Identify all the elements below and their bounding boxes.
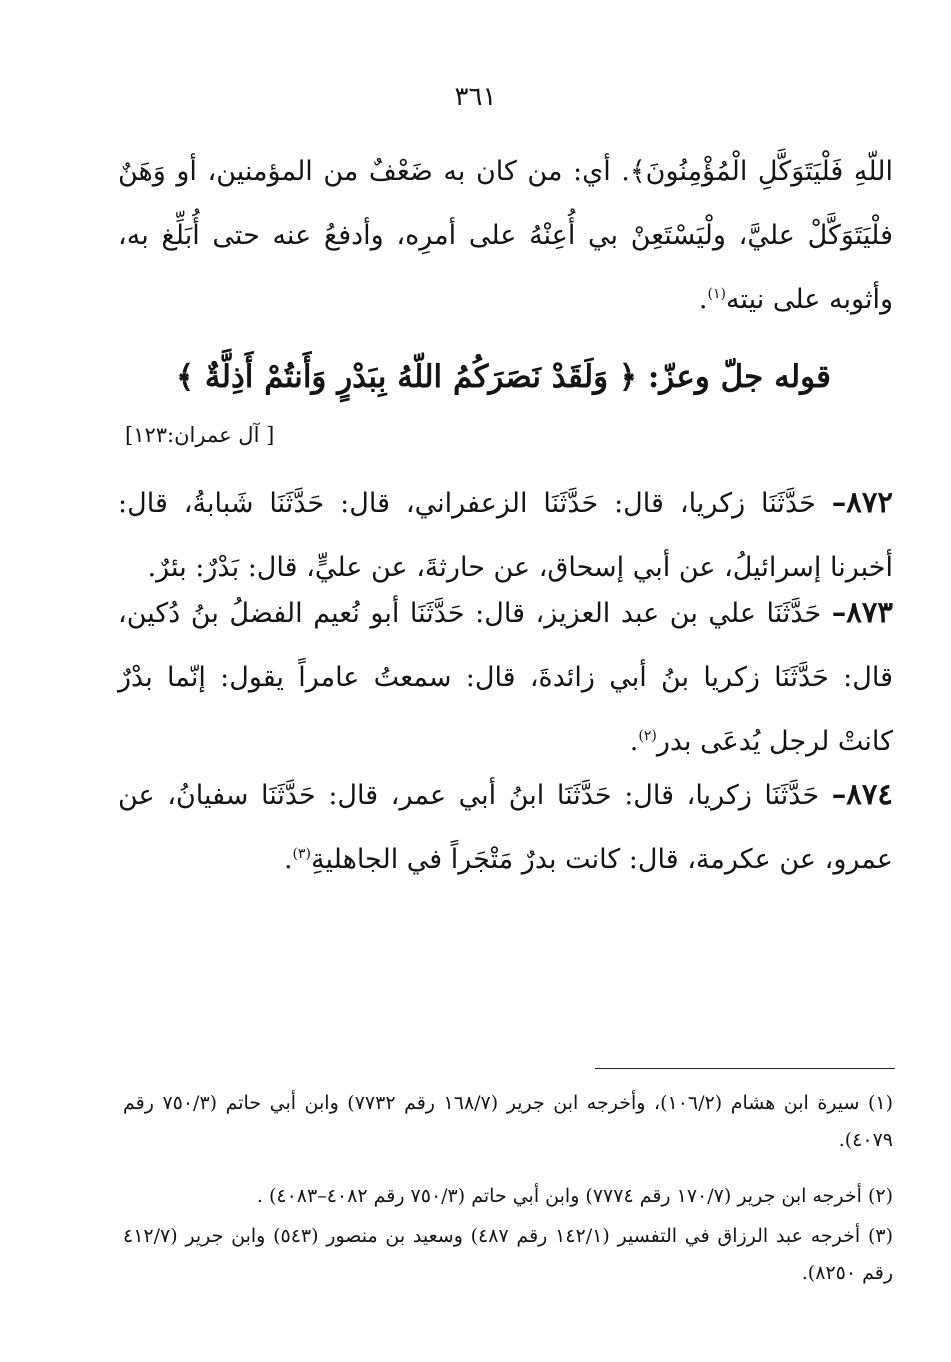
intro-paragraph — [118, 140, 893, 332]
intro-line-2: فلْيَتَوَكَّلْ عليَّ، ولْيَسْتَعِنْ بي أُعِنْهُ على أمرِه، وأدفعُ عنه حتى أُبَلِّغ به، وأثوبه — [118, 220, 893, 315]
verse-reference: [ آل عمران:١٢٣] — [125, 423, 275, 447]
footnote-2 — [123, 1178, 893, 1215]
footnote-text: سيرة ابن هشام (١٠٦/٢)، وأخرجه ابن جرير (١٦٨/٧ رقم ٧٧٣٢) وابن أبي حاتم (٧٥٠/٣ رقم ٤٠٧٩). — [123, 1092, 893, 1151]
footnote-marker: (١) — [867, 1092, 894, 1114]
hadith-text: حَدَّثَنَا زكريا، قال: حَدَّثَنَا ابنُ أبي عمر، قال: حَدَّثَنَا سفيانُ، عن عمرو، عن عكرمة، قال: كانت بدرٌ مَتْجَراً في الجاهليةِ — [118, 780, 893, 875]
page-number: ٣٦١ — [454, 82, 497, 112]
footnote-ref-1[interactable]: (١) — [707, 286, 726, 302]
hadith-number: ٨٧٤– — [831, 777, 893, 811]
hadith-number: ٨٧٣– — [831, 595, 893, 629]
hadith-end: . — [629, 726, 639, 757]
footnote-marker: (٣) — [867, 1225, 893, 1247]
hadith-text: حَدَّثَنَا علي بن عبد العزيز، قال: حَدَّثَنَا أبو نُعيم الفضلُ بنُ دُكين، قال: حَدَّثَنَا زكريا بنُ أبي زائدةَ، قال: سمعتُ عامراً يقول: إنّما بدْرٌ كانتْ لرجل يُدعَى بدر — [118, 598, 893, 757]
hadith-874 — [118, 762, 893, 892]
intro-line-1: اللّهِ فَلْيَتَوَكَّلِ الْمُؤْمِنُونَ﴾. أي: من كان به ضَعْفٌ من المؤمنين، أو وَهَنٌ — [118, 156, 893, 187]
footnote-marker: (٢) — [867, 1185, 893, 1207]
intro-line-3-end: . — [698, 284, 708, 315]
intro-line-3: على نيته — [725, 284, 821, 315]
hadith-873 — [118, 580, 893, 774]
footnote-divider — [595, 1068, 895, 1069]
footnote-1 — [123, 1085, 893, 1159]
footnote-text: أخرجه ابن جرير (١٧٠/٧ رقم ٧٧٧٤) وابن أبي حاتم (٧٥٠/٣ رقم ٤٠٨٢–٤٠٨٣) . — [256, 1185, 862, 1207]
verse-heading: قوله جلّ وعزّ: ﴿ وَلَقَدْ نَصَرَكُمُ اللّهُ بِبَدْرٍ وَأَنتُمْ أَذِلَّةٌ ﴾ — [175, 359, 831, 395]
footnote-3 — [123, 1218, 893, 1292]
hadith-end: . — [283, 844, 293, 875]
hadith-number: ٨٧٢– — [831, 485, 893, 519]
hadith-text: حَدَّثَنَا زكريا، قال: حَدَّثَنَا الزعفراني، قال: حَدَّثَنَا شَبابةُ، قال: أخبرنا إسرائيلُ، عن أبي إسحاق، عن حارثةَ، عن عليٍّ، قال: بَدْرٌ: بئرٌ. — [118, 488, 893, 583]
footnote-text: أخرجه عبد الرزاق في التفسير (١٤٢/١ رقم ٤٨٧) وسعيد بن منصور (٥٤٣) وابن جرير (٤١٢/٧ رقم ٨٢٥٠). — [123, 1225, 893, 1284]
footnote-ref-3[interactable]: (٣) — [292, 846, 312, 862]
footnote-ref-2[interactable]: (٢) — [638, 728, 657, 744]
